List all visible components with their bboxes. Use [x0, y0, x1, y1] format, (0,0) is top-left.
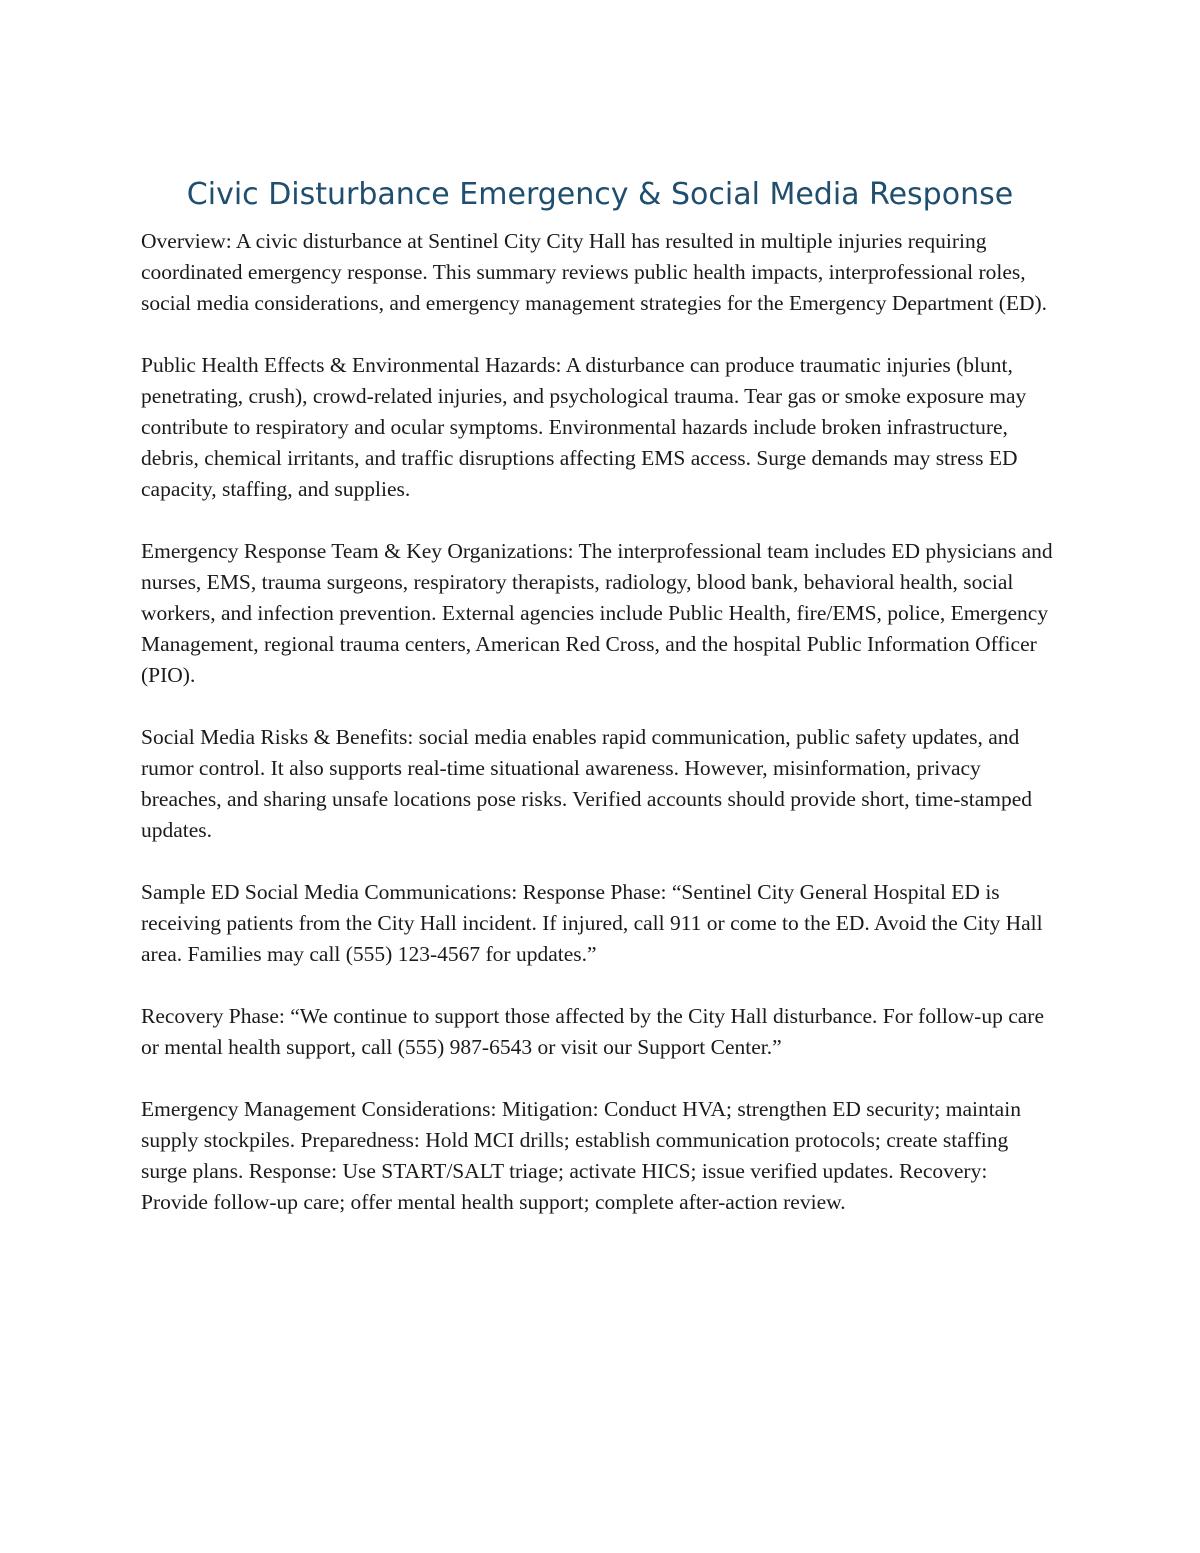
paragraph-social-media: Social Media Risks & Benefits: social media enables rapid communication, public safety updates, and rumor control. It also supports real-time situational awareness. However, misinformation, privacy breaches, and sharing unsafe locations pose risks. Verified accounts should provide short, time-stamped updates. [141, 725, 1033, 842]
paragraph-recovery-phase: Recovery Phase: “We continue to support those affected by the City Hall disturbance. For follow-up care or mental health support, call (555) 987-6543 or visit our Support Center.” [141, 1004, 1044, 1059]
paragraph-overview: Overview: A civic disturbance at Sentinel City City Hall has resulted in multiple injuries requiring coordinated emergency response. This summary reviews public health impacts, interprofessional roles, social media considerations, and emergency management strategies for the Emergency Department (ED). [141, 229, 1048, 315]
paragraph-response-team: Emergency Response Team & Key Organizations: The interprofessional team includes ED physicians and nurses, EMS, trauma surgeons, respiratory therapists, radiology, blood bank, behavioral health, social workers, and infection prevention. External agencies include Public Health, fire/EMS, police, Emergency Management, regional trauma centers, American Red Cross, and the hospital Public Information Officer (PIO). [141, 539, 1053, 687]
paragraph-response-phase: Sample ED Social Media Communications: Response Phase: “Sentinel City General Hospital ED is receiving patients from the City Hall incident. If injured, call 911 or come to the ED. Avoid the City Hall area. Families may call (555) 123-4567 for updates.” [141, 880, 1043, 966]
document-title: Civic Disturbance Emergency & Social Media Response [186, 177, 1014, 212]
document-body [141, 226, 1056, 1249]
paragraph-emergency-management: Emergency Management Considerations: Mitigation: Conduct HVA; strengthen ED security; maintain supply stockpiles. Preparedness: Hold MCI drills; establish communication protocols; create staffing surge plans. Response: Use START/SALT triage; activate HICS; issue verified updates. Recovery: Provide follow-up care; offer mental health support; complete after-action review. [141, 1097, 1021, 1214]
paragraph-public-health: Public Health Effects & Environmental Hazards: A disturbance can produce traumatic injuries (blunt, penetrating, crush), crowd-related injuries, and psychological trauma. Tear gas or smoke exposure may contribute to respiratory and ocular symptoms. Environmental hazards include broken infrastructure, debris, chemical irritants, and traffic disruptions affecting EMS access. Surge demands may stress ED capacity, staffing, and supplies. [141, 353, 1027, 501]
